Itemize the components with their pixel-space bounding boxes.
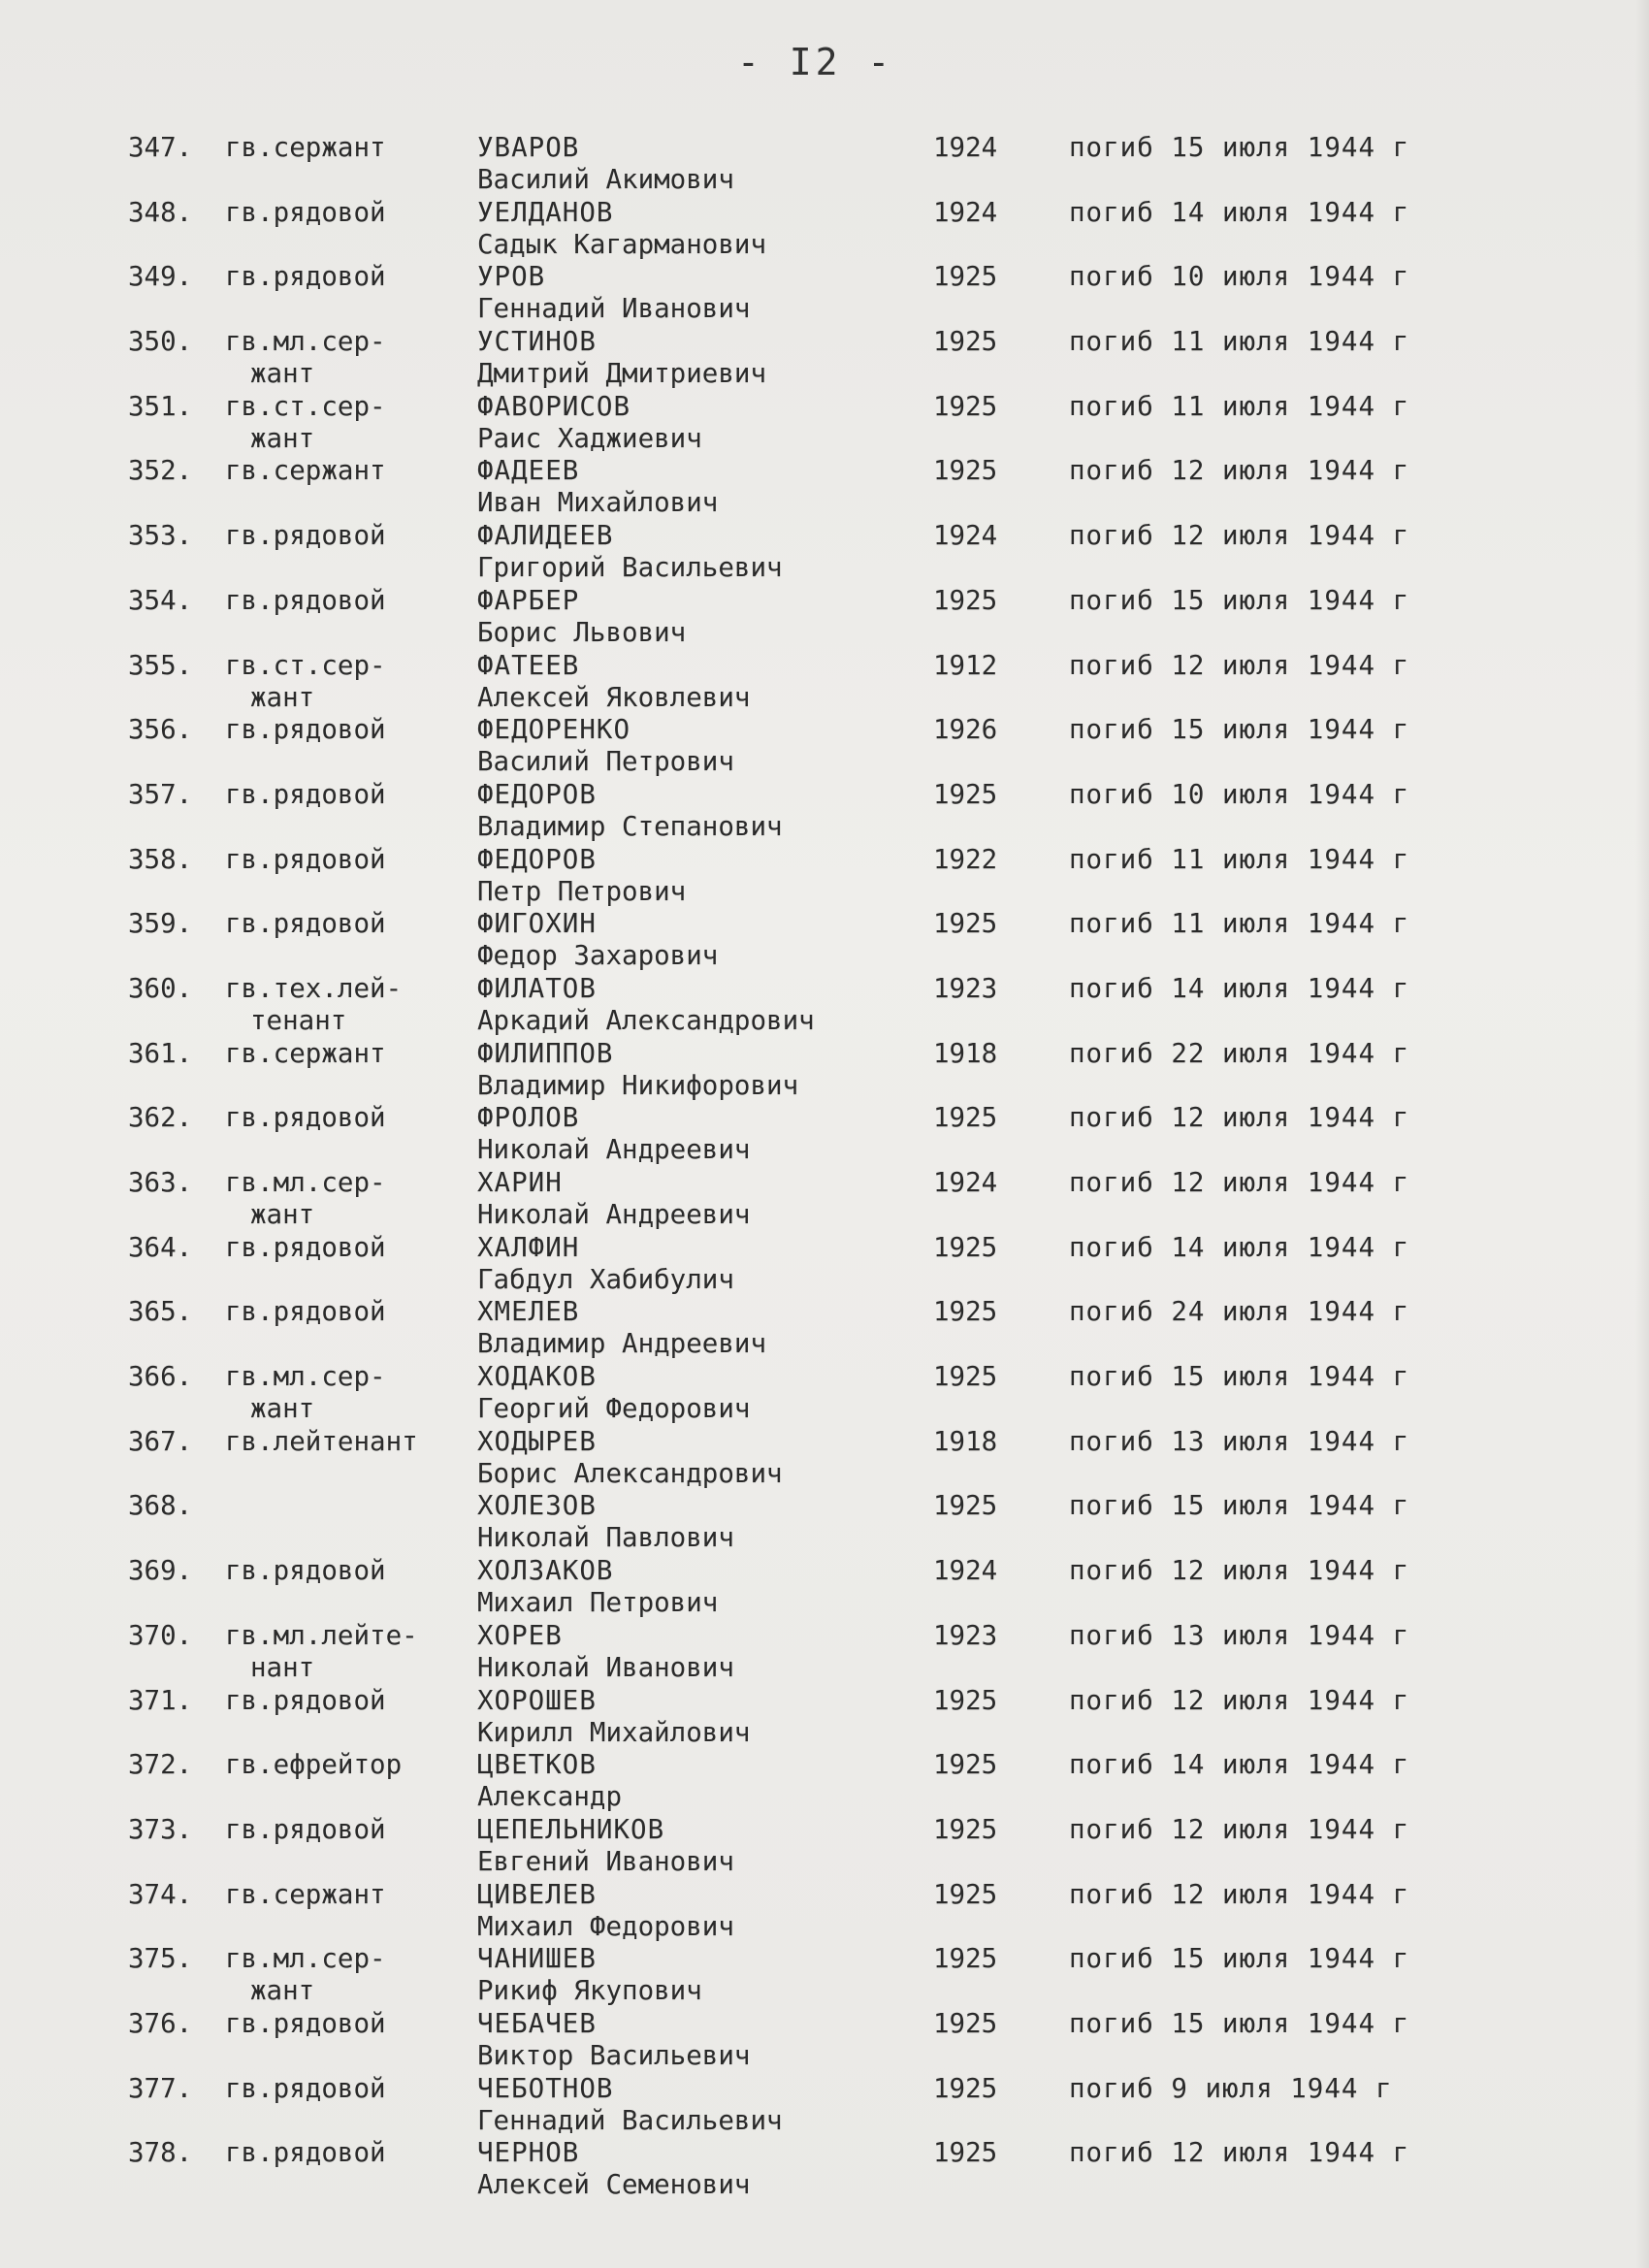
list-item	[0, 1814, 1649, 1879]
surname: ХОЛЗАКОВ	[477, 1555, 614, 1587]
entry-number: 371.	[128, 1684, 193, 1716]
given-names: Геннадий Иванович	[477, 293, 751, 325]
birth-year: 1918	[933, 1425, 998, 1457]
surname: ФИЛИППОВ	[477, 1037, 614, 1069]
rank: гв.ст.сер-	[225, 390, 386, 422]
list-item	[0, 520, 1649, 585]
list-item	[0, 1361, 1649, 1426]
list-item	[0, 455, 1649, 520]
given-names: Петр Петрович	[477, 875, 687, 907]
birth-year: 1925	[933, 2137, 998, 2169]
rank: гв.мл.сер-	[225, 1361, 386, 1393]
given-names: Владимир Андреевич	[477, 1328, 767, 1360]
rank: гв.сержант	[225, 1878, 386, 1910]
list-item	[0, 1749, 1649, 1814]
birth-year: 1924	[933, 1167, 998, 1198]
death-date: погиб 12 июля 1944 г	[1069, 2137, 1410, 2169]
surname: ЧЕРНОВ	[477, 2137, 580, 2169]
list-item	[0, 1943, 1649, 2008]
rank: гв.рядовой	[225, 196, 386, 228]
birth-year: 1925	[933, 455, 998, 487]
list-item	[0, 1038, 1649, 1103]
rank: гв.рядовой	[225, 908, 386, 940]
given-names: Владимир Степанович	[477, 810, 783, 842]
given-names: Иван Михайлович	[477, 487, 719, 519]
list-item	[0, 1102, 1649, 1167]
given-names: Геннадий Васильевич	[477, 2104, 783, 2136]
birth-year: 1925	[933, 1943, 998, 1975]
rank: гв.мл.сер-	[225, 1167, 386, 1198]
given-names: Федор Захарович	[477, 940, 719, 972]
rank: гв.рядовой	[225, 1102, 386, 1134]
list-item	[0, 585, 1649, 650]
rank: гв.сержант	[225, 132, 386, 163]
death-date: погиб 15 июля 1944 г	[1069, 1490, 1410, 1522]
rank: гв.рядовой	[225, 714, 386, 746]
birth-year: 1925	[933, 1102, 998, 1134]
list-item	[0, 1490, 1649, 1555]
entry-number: 361.	[128, 1037, 193, 1069]
birth-year: 1925	[933, 908, 998, 940]
death-date: погиб 15 июля 1944 г	[1069, 1943, 1410, 1975]
birth-year: 1925	[933, 584, 998, 616]
death-date: погиб 12 июля 1944 г	[1069, 649, 1410, 681]
entry-number: 362.	[128, 1102, 193, 1134]
entry-number: 356.	[128, 714, 193, 746]
entry-number: 374.	[128, 1878, 193, 1910]
death-date: погиб 13 июля 1944 г	[1069, 1619, 1410, 1651]
entry-number: 370.	[128, 1619, 193, 1651]
rank: гв.мл.сер-	[225, 1943, 386, 1975]
given-names: Михаил Федорович	[477, 1910, 734, 1942]
list-item	[0, 1232, 1649, 1297]
birth-year: 1925	[933, 2007, 998, 2039]
birth-year: 1925	[933, 1361, 998, 1393]
birth-year: 1925	[933, 390, 998, 422]
given-names: Дмитрий Дмитриевич	[477, 358, 767, 390]
rank-continuation: тенант	[250, 1004, 347, 1036]
death-date: погиб 14 июля 1944 г	[1069, 972, 1410, 1004]
given-names: Георгий Федорович	[477, 1393, 751, 1425]
death-date: погиб 11 июля 1944 г	[1069, 908, 1410, 940]
rank: гв.рядовой	[225, 261, 386, 293]
death-date: погиб 15 июля 1944 г	[1069, 1361, 1410, 1393]
surname: ЧЕБАЧЕВ	[477, 2007, 597, 2039]
rank-continuation: нант	[250, 1651, 315, 1683]
death-date: погиб 11 июля 1944 г	[1069, 326, 1410, 358]
entry-number: 375.	[128, 1943, 193, 1975]
death-date: погиб 12 июля 1944 г	[1069, 1167, 1410, 1198]
birth-year: 1924	[933, 520, 998, 552]
entry-number: 353.	[128, 520, 193, 552]
birth-year: 1924	[933, 196, 998, 228]
list-item	[0, 1555, 1649, 1620]
death-date: погиб 22 июля 1944 г	[1069, 1037, 1410, 1069]
rank-continuation: жант	[250, 1199, 315, 1230]
given-names: Евгений Иванович	[477, 1845, 734, 1877]
death-date: погиб 9 июля 1944 г	[1069, 2072, 1393, 2104]
surname: ХАРИН	[477, 1167, 563, 1198]
entry-number: 350.	[128, 326, 193, 358]
surname: ФАДЕЕВ	[477, 455, 580, 487]
birth-year: 1924	[933, 1555, 998, 1587]
list-item	[0, 908, 1649, 973]
entry-number: 376.	[128, 2007, 193, 2039]
death-date: погиб 12 июля 1944 г	[1069, 1878, 1410, 1910]
surname: ФРОЛОВ	[477, 1102, 580, 1134]
death-date: погиб 15 июля 1944 г	[1069, 132, 1410, 163]
surname: ФЕДОРОВ	[477, 843, 597, 875]
rank: гв.сержант	[225, 455, 386, 487]
surname: ФИЛАТОВ	[477, 972, 597, 1004]
entry-number: 360.	[128, 972, 193, 1004]
birth-year: 1923	[933, 1619, 998, 1651]
list-item	[0, 2073, 1649, 2138]
entry-number: 363.	[128, 1167, 193, 1198]
death-date: погиб 10 июля 1944 г	[1069, 778, 1410, 810]
surname: ХОРОШЕВ	[477, 1684, 597, 1716]
entry-number: 349.	[128, 261, 193, 293]
entry-number: 348.	[128, 196, 193, 228]
entry-number: 372.	[128, 1749, 193, 1781]
list-item	[0, 1620, 1649, 1685]
birth-year: 1923	[933, 972, 998, 1004]
given-names: Василий Петрович	[477, 746, 734, 778]
list-item	[0, 2137, 1649, 2202]
list-item	[0, 1296, 1649, 1361]
death-date: погиб 15 июля 1944 г	[1069, 714, 1410, 746]
death-date: погиб 15 июля 1944 г	[1069, 584, 1410, 616]
surname: ФЕДОРЕНКО	[477, 714, 631, 746]
birth-year: 1925	[933, 1813, 998, 1845]
surname: ФАРБЕР	[477, 584, 580, 616]
surname: ФАТЕЕВ	[477, 649, 580, 681]
death-date: погиб 13 июля 1944 г	[1069, 1425, 1410, 1457]
birth-year: 1925	[933, 778, 998, 810]
list-item	[0, 261, 1649, 326]
surname: УВАРОВ	[477, 132, 580, 163]
list-item	[0, 1426, 1649, 1491]
surname: ФЕДОРОВ	[477, 778, 597, 810]
rank: гв.мл.лейте-	[225, 1619, 418, 1651]
given-names: Кирилл Михайлович	[477, 1716, 751, 1748]
entry-number: 366.	[128, 1361, 193, 1393]
rank: гв.рядовой	[225, 1813, 386, 1845]
entry-number: 378.	[128, 2137, 193, 2169]
given-names: Виктор Васильевич	[477, 2039, 751, 2071]
entry-number: 351.	[128, 390, 193, 422]
list-item	[0, 391, 1649, 456]
given-names: Николай Андреевич	[477, 1199, 751, 1230]
list-item	[0, 2008, 1649, 2073]
birth-year: 1925	[933, 261, 998, 293]
rank: гв.лейтенант	[225, 1425, 418, 1457]
entry-number: 367.	[128, 1425, 193, 1457]
list-item	[0, 1685, 1649, 1750]
entry-number: 364.	[128, 1231, 193, 1263]
surname: ФИГОХИН	[477, 908, 597, 940]
given-names: Садык Кагарманович	[477, 228, 767, 260]
surname: УРОВ	[477, 261, 546, 293]
rank: гв.сержант	[225, 1037, 386, 1069]
rank: гв.рядовой	[225, 778, 386, 810]
scan-edge-shadow	[1635, 0, 1649, 2268]
given-names: Михаил Петрович	[477, 1587, 719, 1619]
death-date: погиб 12 июля 1944 г	[1069, 1555, 1410, 1587]
rank-continuation: жант	[250, 1975, 315, 2007]
birth-year: 1926	[933, 714, 998, 746]
birth-year: 1925	[933, 2072, 998, 2104]
rank: гв.рядовой	[225, 520, 386, 552]
given-names: Габдул Хабибулич	[477, 1263, 734, 1295]
entry-number: 368.	[128, 1490, 193, 1522]
given-names: Алексей Яковлевич	[477, 681, 751, 713]
given-names: Аркадий Александрович	[477, 1004, 815, 1036]
death-date: погиб 12 июля 1944 г	[1069, 1813, 1410, 1845]
rank: гв.рядовой	[225, 584, 386, 616]
list-item	[0, 1167, 1649, 1232]
entry-number: 373.	[128, 1813, 193, 1845]
given-names: Николай Андреевич	[477, 1134, 751, 1166]
rank: гв.рядовой	[225, 843, 386, 875]
birth-year: 1912	[933, 649, 998, 681]
surname: ЦЕПЕЛЬНИКОВ	[477, 1813, 665, 1845]
surname: ХОЛЕЗОВ	[477, 1490, 597, 1522]
rank: гв.рядовой	[225, 2137, 386, 2169]
rank: гв.рядовой	[225, 1296, 386, 1328]
death-date: погиб 14 июля 1944 г	[1069, 1231, 1410, 1263]
birth-year: 1925	[933, 1749, 998, 1781]
birth-year: 1918	[933, 1037, 998, 1069]
surname: ЦВЕТКОВ	[477, 1749, 597, 1781]
rank-continuation: жант	[250, 1393, 315, 1425]
given-names: Григорий Васильевич	[477, 552, 783, 584]
page-number: - I2 -	[737, 41, 894, 83]
list-item	[0, 779, 1649, 844]
rank: гв.рядовой	[225, 2072, 386, 2104]
surname: ФАВОРИСОВ	[477, 390, 631, 422]
rank: гв.рядовой	[225, 1555, 386, 1587]
birth-year: 1924	[933, 132, 998, 163]
surname: ЦИВЕЛЕВ	[477, 1878, 597, 1910]
entry-number: 369.	[128, 1555, 193, 1587]
given-names: Николай Иванович	[477, 1651, 734, 1683]
death-date: погиб 12 июля 1944 г	[1069, 520, 1410, 552]
entry-number: 358.	[128, 843, 193, 875]
rank: гв.рядовой	[225, 1684, 386, 1716]
surname: ХОДЫРЕВ	[477, 1425, 597, 1457]
list-item	[0, 973, 1649, 1038]
casualty-list	[0, 132, 1649, 2202]
birth-year: 1925	[933, 1296, 998, 1328]
death-date: погиб 12 июля 1944 г	[1069, 1102, 1410, 1134]
surname: ФАЛИДЕЕВ	[477, 520, 614, 552]
surname: УСТИНОВ	[477, 326, 597, 358]
birth-year: 1922	[933, 843, 998, 875]
birth-year: 1925	[933, 1490, 998, 1522]
rank: гв.ефрейтор	[225, 1749, 403, 1781]
rank: гв.рядовой	[225, 1231, 386, 1263]
death-date: погиб 12 июля 1944 г	[1069, 455, 1410, 487]
surname: ХМЕЛЕВ	[477, 1296, 580, 1328]
given-names: Владимир Никифорович	[477, 1069, 799, 1101]
entry-number: 357.	[128, 778, 193, 810]
entry-number: 377.	[128, 2072, 193, 2104]
birth-year: 1925	[933, 1231, 998, 1263]
death-date: погиб 11 июля 1944 г	[1069, 390, 1410, 422]
surname: ХОДАКОВ	[477, 1361, 597, 1393]
death-date: погиб 10 июля 1944 г	[1069, 261, 1410, 293]
rank-continuation: жант	[250, 422, 315, 454]
surname: ЧАНИШЕВ	[477, 1943, 597, 1975]
given-names: Борис Александрович	[477, 1457, 783, 1489]
list-item	[0, 844, 1649, 909]
rank: гв.ст.сер-	[225, 649, 386, 681]
list-item	[0, 714, 1649, 779]
death-date: погиб 15 июля 1944 г	[1069, 2007, 1410, 2039]
death-date: погиб 11 июля 1944 г	[1069, 843, 1410, 875]
birth-year: 1925	[933, 1878, 998, 1910]
given-names: Борис Львович	[477, 616, 687, 648]
entry-number: 352.	[128, 455, 193, 487]
death-date: погиб 14 июля 1944 г	[1069, 1749, 1410, 1781]
rank: гв.тех.лей-	[225, 972, 403, 1004]
list-item	[0, 132, 1649, 197]
rank-continuation: жант	[250, 358, 315, 390]
list-item	[0, 650, 1649, 715]
given-names: Александр	[477, 1781, 623, 1813]
given-names: Николай Павлович	[477, 1522, 734, 1554]
rank: гв.рядовой	[225, 2007, 386, 2039]
surname: ЧЕБОТНОВ	[477, 2072, 614, 2104]
entry-number: 355.	[128, 649, 193, 681]
rank-continuation: жант	[250, 681, 315, 713]
death-date: погиб 12 июля 1944 г	[1069, 1684, 1410, 1716]
list-item	[0, 197, 1649, 262]
given-names: Василий Акимович	[477, 164, 734, 195]
given-names: Раис Хаджиевич	[477, 422, 702, 454]
death-date: погиб 14 июля 1944 г	[1069, 196, 1410, 228]
given-names: Алексей Семенович	[477, 2169, 751, 2201]
rank: гв.мл.сер-	[225, 326, 386, 358]
entry-number: 354.	[128, 584, 193, 616]
birth-year: 1925	[933, 326, 998, 358]
entry-number: 359.	[128, 908, 193, 940]
death-date: погиб 24 июля 1944 г	[1069, 1296, 1410, 1328]
given-names: Рикиф Якупович	[477, 1975, 702, 2007]
surname: УЕЛДАНОВ	[477, 196, 614, 228]
birth-year: 1925	[933, 1684, 998, 1716]
list-item	[0, 1879, 1649, 1944]
entry-number: 365.	[128, 1296, 193, 1328]
surname: ХАЛФИН	[477, 1231, 580, 1263]
entry-number: 347.	[128, 132, 193, 163]
list-item	[0, 326, 1649, 391]
surname: ХОРЕВ	[477, 1619, 563, 1651]
